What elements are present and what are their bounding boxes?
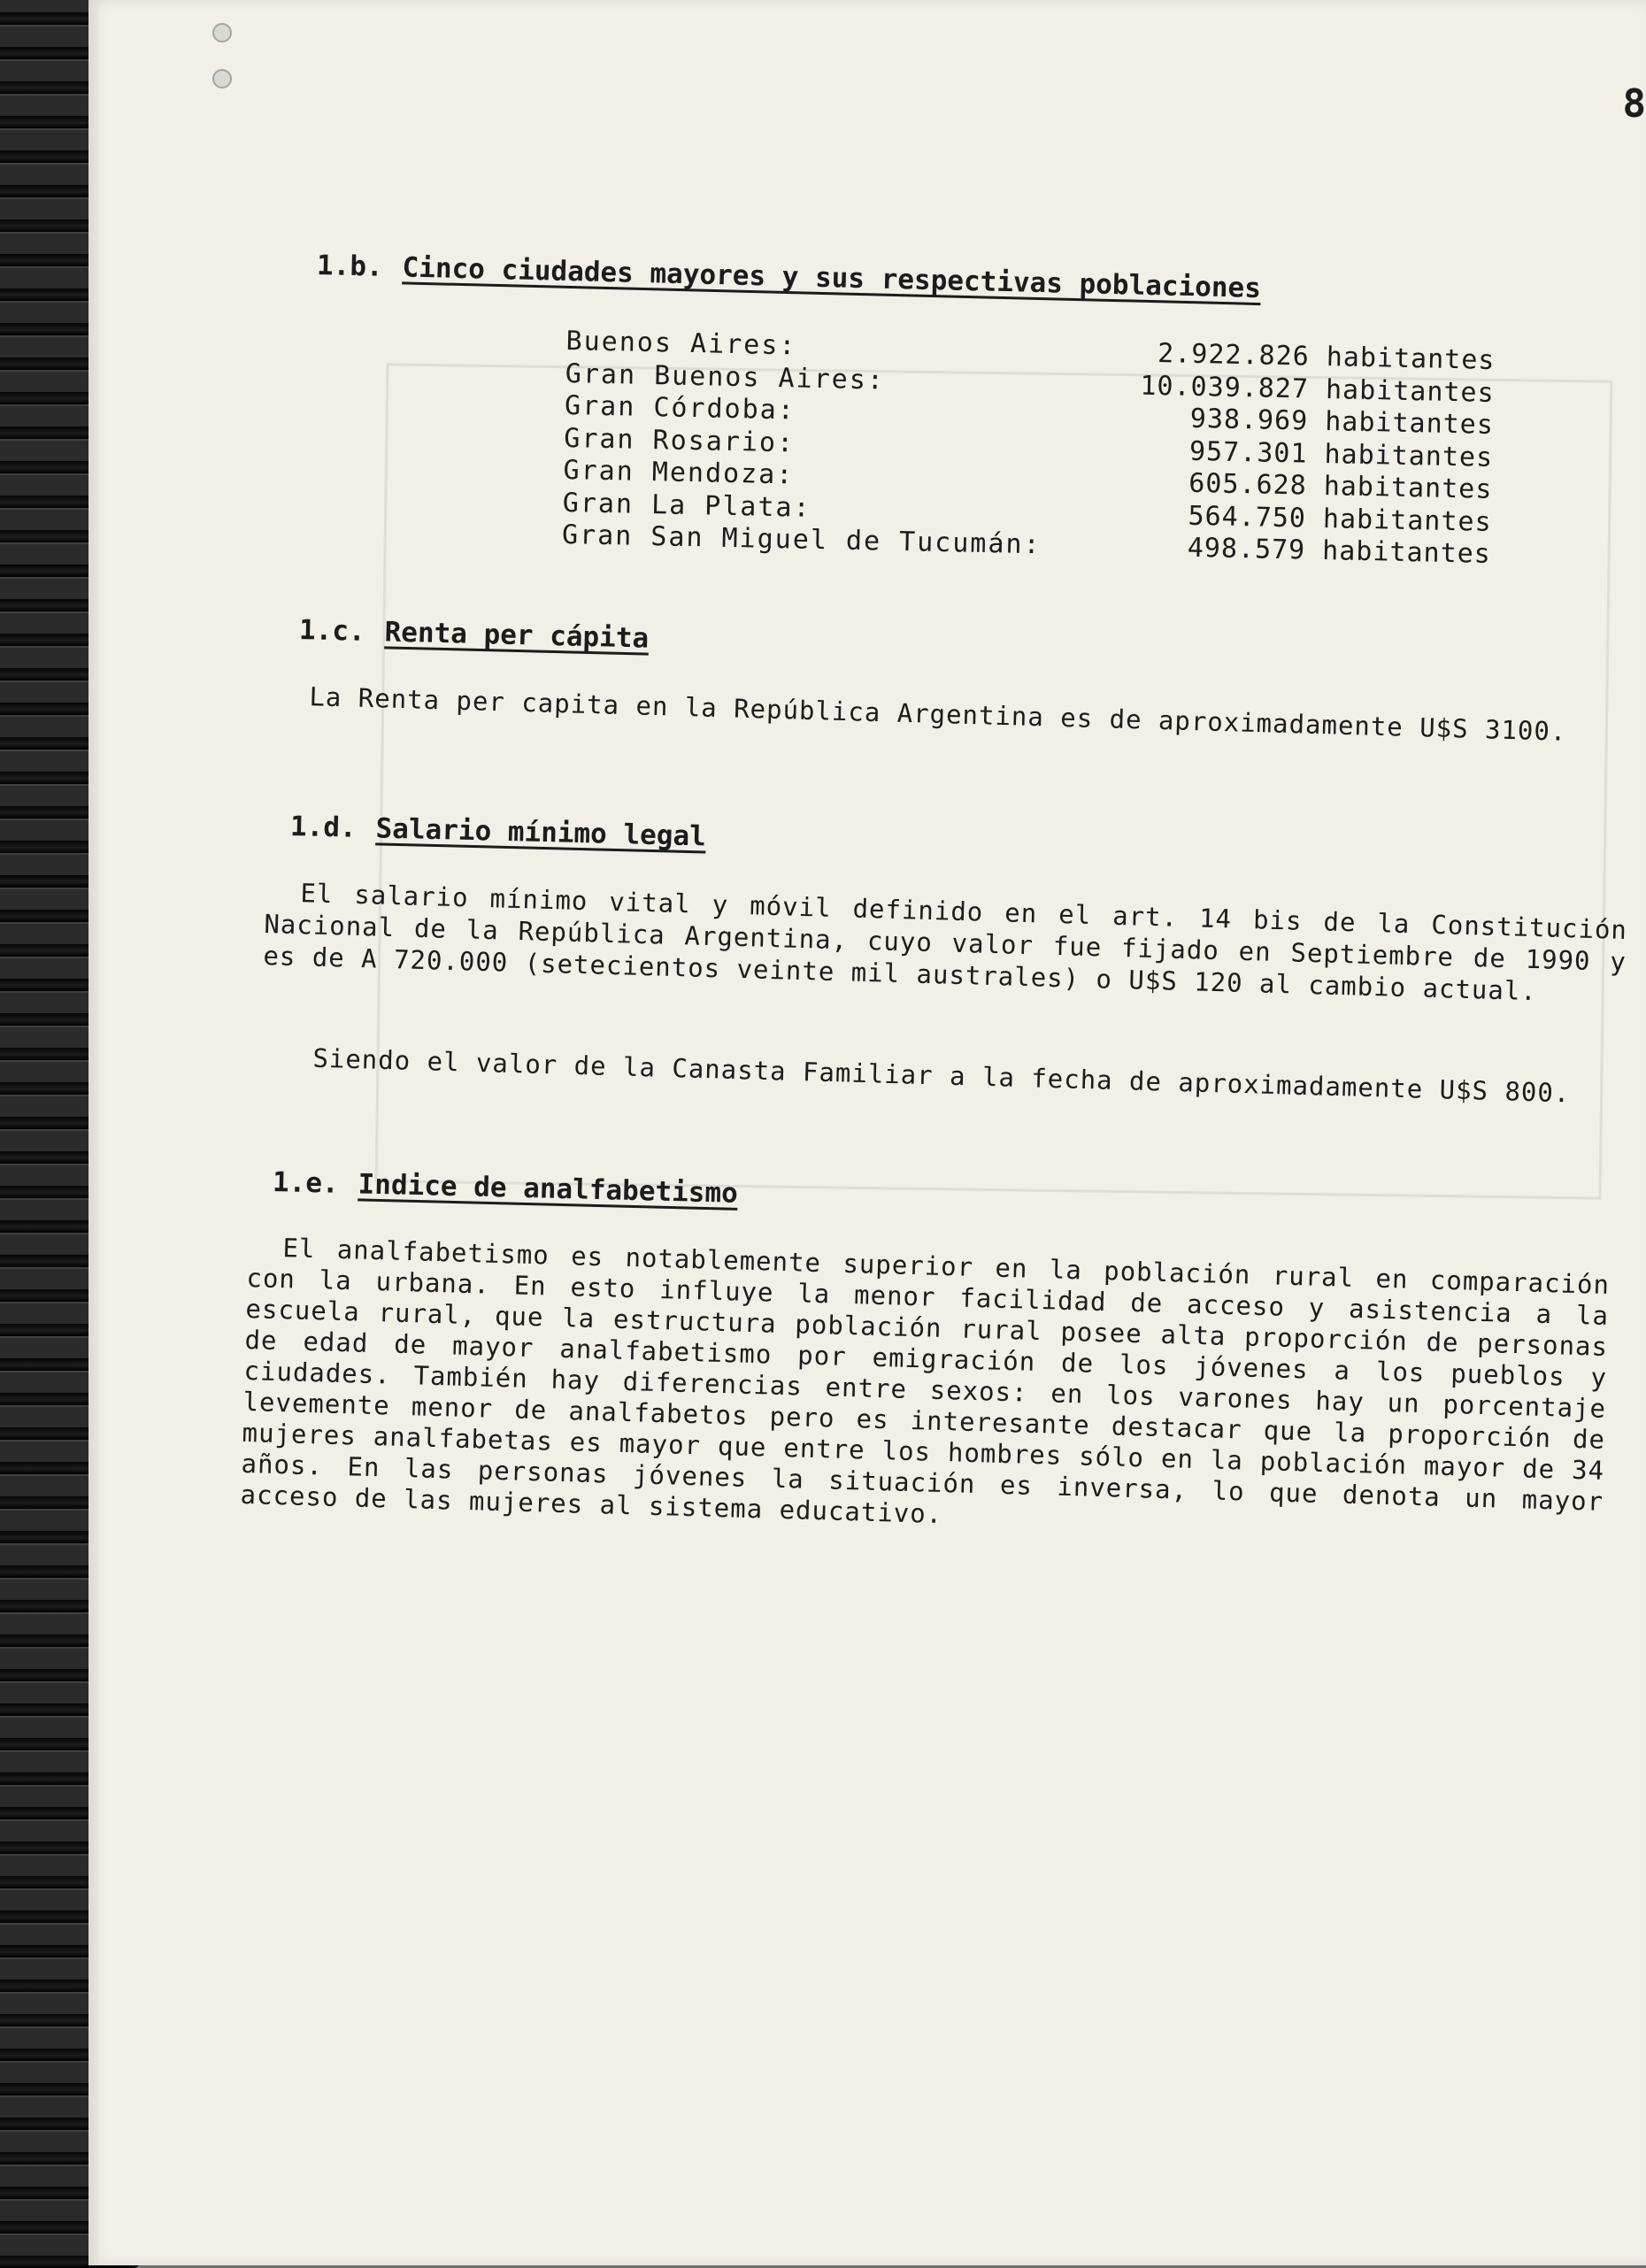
- section-heading-renta: [299, 614, 650, 655]
- section-title: Cinco ciudades mayores y sus respectivas poblaciones: [402, 251, 1261, 304]
- city-name: Gran San Miguel de Tucumán:: [562, 519, 1042, 560]
- city-name: Gran Buenos Aires:: [565, 357, 886, 396]
- salario-paragraph-1: [263, 876, 1627, 1010]
- page-number: 8: [1623, 81, 1646, 127]
- city-population: 564.750 habitantes: [1188, 500, 1492, 537]
- section-title: Renta per cápita: [384, 616, 649, 654]
- section-title: Indice de analfabetismo: [358, 1168, 738, 1209]
- salario-paragraph-2: [259, 1041, 1622, 1111]
- cities-table: [562, 326, 1496, 571]
- city-population: 938.969 habitantes: [1189, 404, 1494, 441]
- section-number: 1.c.: [299, 614, 366, 648]
- analfabetismo-text: El analfabetismo es notablemente superior en la población rural en comparación con la urbana. En esto influye la menor facilidad de acceso y asistencia a la escuela rural, que la estructura población rural posee alta proporción de personas de edad de mayor analfabetismo por emigración de los jóvenes a los pueblos y ciudades. También hay diferencias entre sexos: en los varones hay un porcentaje levemente menor de analfabetos pero es interesante destacar que la proporción de mujeres analfabetas es mayor que entre los hombres sólo en la población mayor de 34 años. En las personas jóvenes la situación es inversa, lo que denota un mayor acceso de las mujeres al sistema educativo.: [240, 1232, 1610, 1549]
- section-heading-salario: [290, 811, 707, 852]
- section-number: 1.b.: [317, 250, 384, 283]
- city-population: 498.579 habitantes: [1187, 533, 1491, 570]
- city-population: 10.039.827 habitantes: [1140, 370, 1495, 408]
- section-heading-cities: [317, 250, 1262, 304]
- city-population: 957.301 habitantes: [1189, 435, 1494, 473]
- salario-text-2: Siendo el valor de la Canasta Familiar a la fecha de aproximadamente U$S 800.: [259, 1041, 1622, 1111]
- salario-text-1: El salario mínimo vital y móvil definido en el art. 14 bis de la Constitución Nacional de la República Argentina, cuyo valor fue fijado en Septiembre de 1990 y es de A 720.000 (setecientos veinte mil australes) o U$S 120 al cambio actual.: [263, 876, 1627, 1010]
- analfabetismo-paragraph: [240, 1232, 1610, 1549]
- city-name: Gran Córdoba:: [565, 390, 796, 426]
- city-name: Gran Rosario:: [564, 422, 795, 457]
- city-name: Gran Mendoza:: [563, 455, 794, 490]
- renta-text: La Renta per capita en la República Argentina es de aproximadamente U$S 3100.: [273, 680, 1636, 750]
- city-name: Buenos Aires:: [565, 326, 796, 361]
- renta-paragraph: [273, 680, 1636, 750]
- punch-hole-icon: [212, 69, 232, 88]
- punch-hole-icon: [212, 23, 232, 42]
- section-heading-analfabetismo: [273, 1166, 739, 1210]
- city-name: Gran La Plata:: [562, 487, 811, 523]
- section-number: 1.e.: [273, 1166, 340, 1200]
- section-number: 1.d.: [290, 811, 358, 844]
- city-population: 605.628 habitantes: [1188, 468, 1493, 505]
- city-population: 2.922.826 habitantes: [1158, 338, 1496, 376]
- document-page: [88, 0, 1646, 2265]
- section-title: Salario mínimo legal: [375, 812, 706, 852]
